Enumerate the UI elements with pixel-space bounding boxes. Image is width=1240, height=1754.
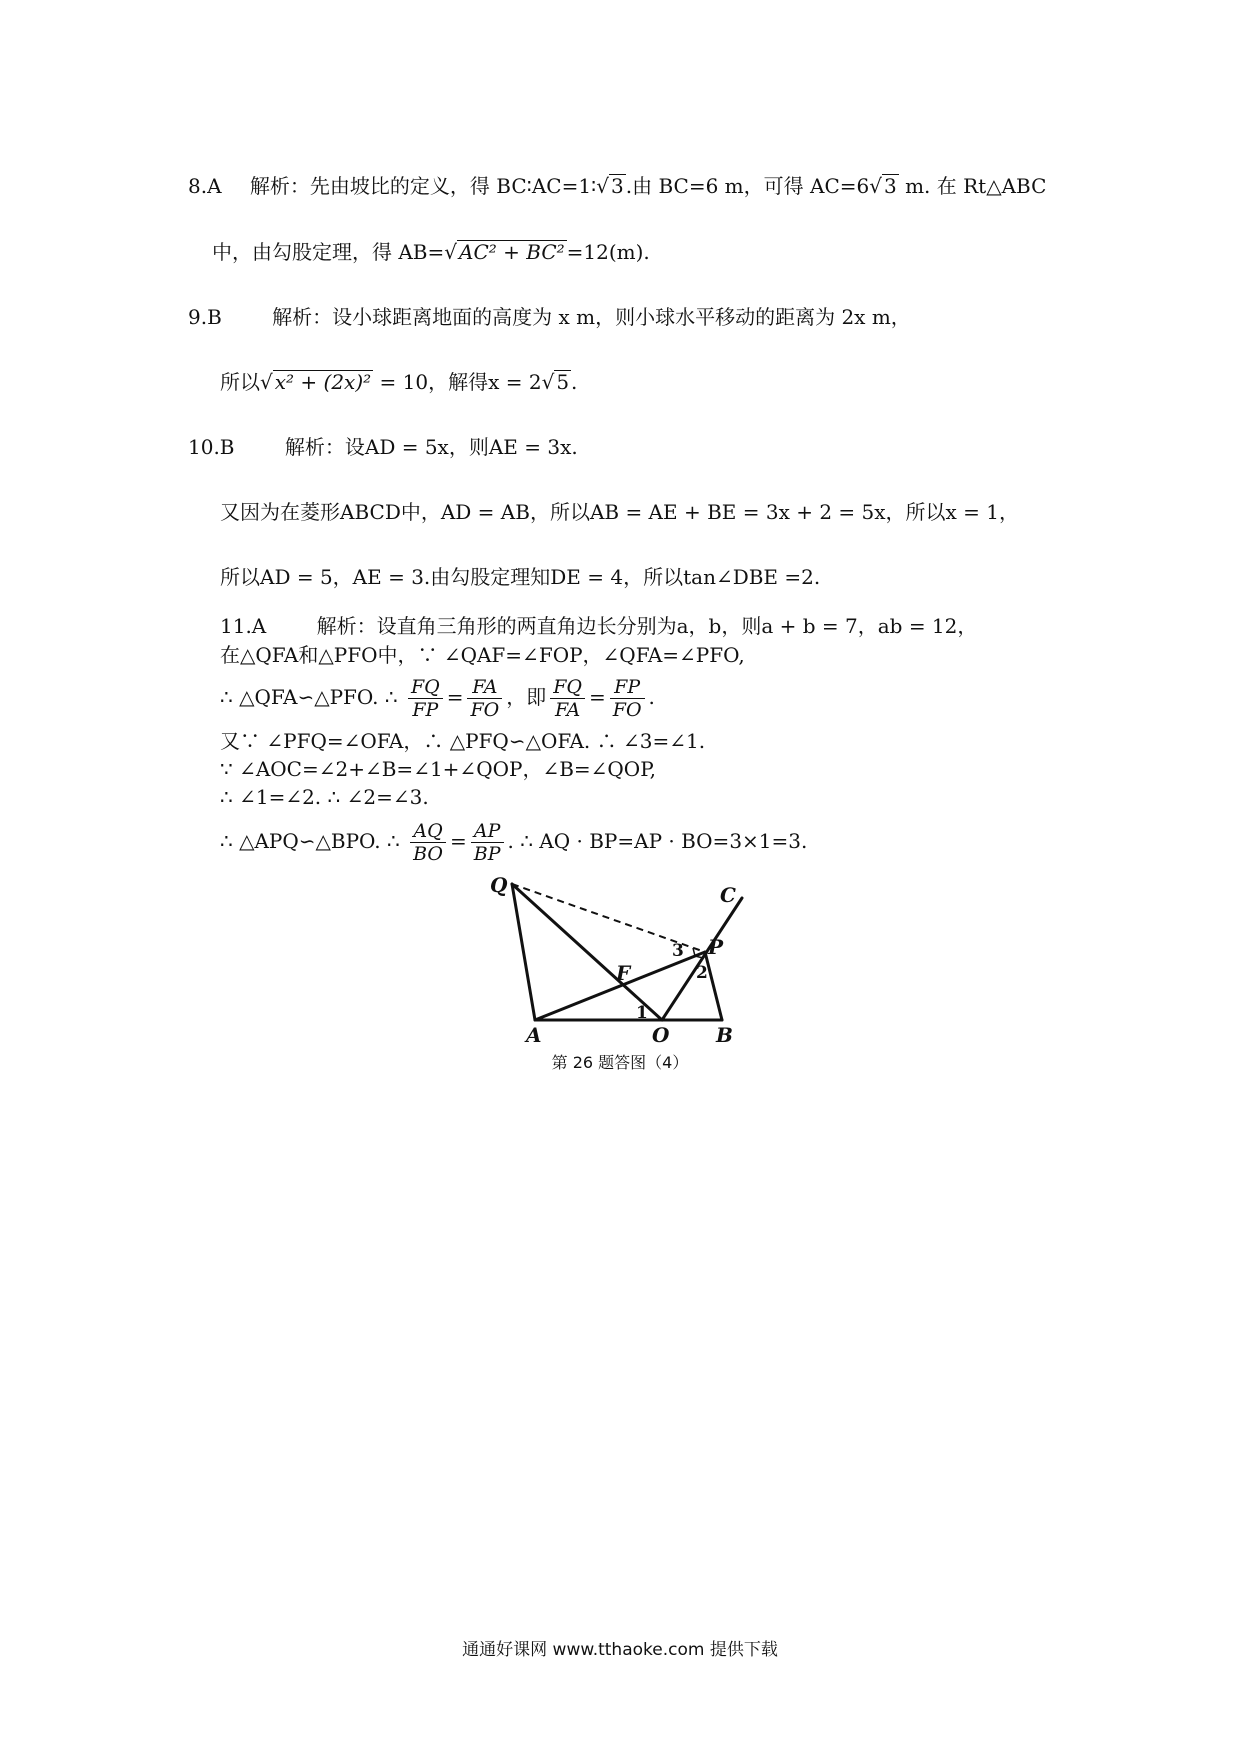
q11-line6: ∴ ∠1=∠2. ∴ ∠2=∠3.: [220, 785, 429, 809]
label-angle-3: 3: [672, 941, 684, 961]
sqrt-sign: [869, 174, 882, 198]
q11-number: 11.A: [220, 614, 267, 638]
q11-l3-b: ，即: [506, 685, 547, 709]
figure-caption: 第 26 题答图（4）: [551, 1053, 689, 1072]
q8-number: 8.A: [188, 174, 222, 198]
label-angle-1: 1: [636, 1003, 648, 1023]
q9-l2-mid: = 10，解得x = 2: [373, 370, 542, 394]
equals: =: [446, 685, 464, 709]
q8-line1: [188, 172, 1046, 200]
q8-l2-radicand: AC² + BC²: [459, 240, 565, 264]
q11-line5: ∵ ∠AOC=∠2+∠B=∠1+∠QOP，∠B=∠QOP,: [220, 757, 656, 781]
geometry-figure: [490, 872, 750, 1047]
q8-l2-text: 中，由勾股定理，得 AB=: [212, 240, 445, 264]
q11-l7-b: . ∴ AQ · BP=AP · BO=3×1=3.: [507, 829, 808, 853]
q9-l2-sqrt: 5: [556, 370, 570, 394]
q9-number: 9.B: [188, 305, 222, 329]
q10-line3: 所以AD = 5，AE = 3.由勾股定理知DE = 4，所以tan∠DBE =2.: [220, 565, 821, 589]
q8-text: 先由坡比的定义，得 BC∶AC=1∶: [309, 174, 597, 198]
q11-line2: 在△QFA和△PFO中，∵ ∠QAF=∠FOP，∠QFA=∠PFO,: [220, 643, 745, 667]
fraction-fp-fo: $\frac{FP}{FO}$: [610, 676, 645, 721]
q11-line1: [220, 612, 977, 640]
q9-line1: [188, 303, 911, 331]
q11-text1: 设直角三角形的两直角边长分别为a，b，则a + b = 7，ab = 12，: [376, 614, 978, 638]
q11-l7-a: ∴ △APQ∽△BPO. ∴: [220, 829, 407, 853]
q9-line2: [220, 368, 577, 396]
sqrt-sign: [444, 240, 457, 264]
label-O: O: [652, 1023, 670, 1047]
q9-l2-pre: 所以: [220, 370, 260, 394]
q11-line3: [220, 676, 655, 721]
q11-line4: 又∵ ∠PFQ=∠OFA，∴ △PFQ∽△OFA. ∴ ∠3=∠1.: [220, 729, 706, 753]
page-footer: 通通好课网 www.tthaoke.com 提供下载: [462, 1640, 778, 1660]
sqrt-sign: [542, 370, 555, 394]
q8-line2: [212, 238, 650, 266]
label-A: A: [526, 1023, 542, 1047]
label-Q: Q: [490, 873, 508, 897]
label-P: P: [708, 935, 724, 959]
label-C: C: [720, 883, 736, 907]
q11-label: 解析：: [316, 614, 377, 638]
fraction-aq-bo: $\frac{AQ}{BO}$: [410, 820, 446, 865]
q9-l2-end: .: [571, 370, 578, 394]
sqrt-sign: [260, 370, 273, 394]
q11-line7: [220, 820, 807, 865]
q10-number: 10.B: [188, 435, 235, 459]
segment-QA: [512, 884, 535, 1020]
equals: =: [449, 829, 467, 853]
label-F: F: [616, 961, 631, 985]
q8-label: 解析：: [249, 174, 310, 198]
q11-l3-c: .: [648, 685, 655, 709]
label-angle-2: 2: [696, 963, 708, 983]
q11-l3-a: ∴ △QFA∽△PFO. ∴: [220, 685, 404, 709]
q8-text-end: m. 在 Rt△ABC: [898, 174, 1047, 198]
q9-label: 解析：: [272, 305, 333, 329]
fraction-fq-fp: $\frac{FQ}{FP}$: [408, 676, 443, 721]
q9-l2-radicand: x² + (2x)²: [274, 370, 372, 394]
q10-line1: [188, 433, 578, 461]
fraction-ap-bp: $\frac{AP}{BP}$: [471, 820, 504, 865]
q10-label: 解析：: [284, 435, 345, 459]
sqrt-sign: [596, 174, 609, 198]
label-B: B: [716, 1023, 733, 1047]
q8-text-mid: .由 BC=6 m，可得 AC=6: [625, 174, 870, 198]
q10-line2: 又因为在菱形ABCD中，AD = AB，所以AB = AE + BE = 3x + 2 = 5x，所以x = 1，: [220, 500, 1019, 524]
q8-sqrt2: 3: [883, 174, 897, 198]
q8-sqrt1: 3: [611, 174, 624, 198]
fraction-fa-fo: $\frac{FA}{FO}$: [467, 676, 502, 721]
q10-text1: 设AD = 5x，则AE = 3x.: [344, 435, 578, 459]
q9-text: 设小球距离地面的高度为 x m，则小球水平移动的距离为 2x m，: [332, 305, 911, 329]
q8-l2-end: =12(m).: [566, 240, 650, 264]
equals: =: [589, 685, 606, 709]
fraction-fq-fa: $\frac{FQ}{FA}$: [550, 676, 585, 721]
